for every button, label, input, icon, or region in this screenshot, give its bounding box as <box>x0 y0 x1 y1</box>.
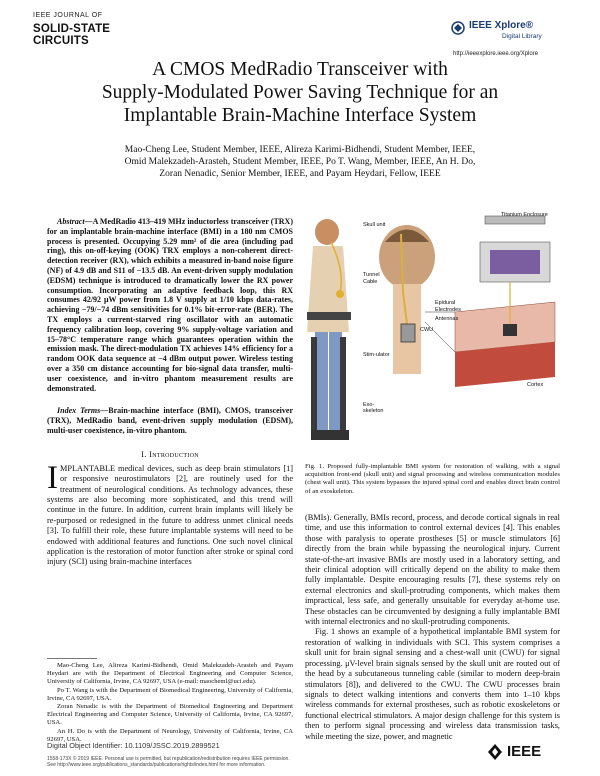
journal-name-small: IEEE JOURNAL OF <box>33 12 103 19</box>
label-stimulator: Stim-ulator <box>363 352 390 358</box>
exoskeleton-rail-right <box>340 337 346 432</box>
label-tunnel: Tunnel <box>363 272 380 278</box>
footnote-4: An H. Do is with the Department of Neurology, University of California, Irvine, CA 92697, USA. <box>47 727 293 743</box>
index-terms-text: Brain-machine interface (BMI), CMOS, transceiver (TRX), MedRadio band, event-driven supply modulation (EDSM), multi-user coexistence, in-vitro phantom. <box>47 406 294 435</box>
label-cable: Cable <box>363 279 378 285</box>
index-terms-label: Index Terms— <box>57 406 109 416</box>
zoom-cwu <box>401 324 415 342</box>
label-exoskeleton: Exo-skeleton <box>363 402 384 414</box>
label-skull-unit: Skull unit <box>363 222 386 228</box>
exoskeleton-belt <box>307 312 351 320</box>
author-line-1: Mao-Cheng Lee, Student Member, IEEE, Alireza Karimi-Bidhendi, Student Member, IEEE, <box>124 145 476 155</box>
title-line-2: Supply-Modulated Power Saving Technique for an <box>101 82 499 103</box>
intro-text: MPLANTABLE medical devices, such as deep brain stimulators [1] or responsive neurostimulators [2], are routinely used for the treatment of neurological conditions. As technology advances, these systems are also becoming more sophisticated, and this trend will continue in the future. In addition, current brain implants will likely be re-purposed or redesigned in the future to address unmet clinical needs [3]. To fulfill their role, these future implantable systems will need to be endowed with additional features and functions. One such novel clinical application is the restoration of motor function after stroke or spinal cord injury (SCI) using brain-machine interfaces <box>47 463 293 567</box>
ieee-logo-icon <box>487 743 503 761</box>
figure-illustration <box>305 212 560 460</box>
figure-1 <box>305 212 560 460</box>
author-line-3: Zoran Nenadic, Senior Member, IEEE, and Payam Heydari, Fellow, IEEE <box>159 169 441 179</box>
section-heading-introduction: I. Introduction <box>141 448 199 459</box>
label-titanium: Titanium Enclosure <box>501 212 548 218</box>
exoskeleton-feet <box>311 430 349 440</box>
page-title <box>0 58 600 127</box>
label-cortex: Cortex <box>527 382 544 388</box>
electrode-array <box>503 324 517 336</box>
abstract-label: Abstract— <box>57 217 93 226</box>
right-paragraph-2: Fig. 1 shows an example of a hypothetical implantable BMI system for restoration of walking in individuals with SCI. This system comprises a skull unit for brain signal sensing and a chest-wall unit (CWU) for signal processing. μV-level brain signals sensed by the skull unit are routed out of the head by a subcutaneous tunneling cable (similar to modern deep-brain stimulators [8]), and delivered to the CWU. The CWU processes brain signals to detect walking intentions and converts them into 1–10 kbps wireless commands for external prostheses, such as robotic exoskeletons or functional electrical stimulators. A major design challenge for this system is then to perform signal processing and wireless data transmission tasks, while meeting the size, power, and magnetic <box>305 627 560 741</box>
cwu-marker <box>336 290 344 298</box>
copyright-line-2: See http://www.ieee.org/publications_standards/publications/rights/index.html for more information. <box>47 762 266 769</box>
figure-caption-text: Proposed fully-implantable BMI system for restoration of walking, with a signal acquisition front-end (skull unit) and signal processing and wireless communication modules (chest wall unit). This system bypasses the injured spinal cord and enables direct brain control of an exoskeleton. <box>305 463 561 495</box>
footnote-2: Po T. Wang is with the Department of Biomedical Engineering, University of California, Irvine, CA 92697, USA. <box>47 686 293 702</box>
xplore-logo-icon <box>451 21 465 35</box>
label-cwu: CWU <box>420 327 434 333</box>
skull-chip <box>490 250 540 274</box>
label-epidural: Epidural <box>435 300 456 306</box>
index-terms <box>47 406 293 435</box>
left-column <box>47 217 293 568</box>
title-line-1: A CMOS MedRadio Transceiver with <box>152 59 448 80</box>
dropcap: I <box>47 459 58 496</box>
abstract <box>47 217 293 393</box>
xplore-url[interactable]: http://ieeexplore.ieee.org/Xplore <box>453 51 539 57</box>
right-column <box>305 513 560 742</box>
footnote-divider <box>47 658 97 659</box>
footnote-1: Mao-Cheng Lee, Alireza Karimi-Bidhendi, Omid Malekzadeh-Arasteh and Payam Heydari are with the Department of Electrical Engineering and Computer Science, University of California, Irvine, CA 92697, USA (e-mail: maocheml@uci.edu). <box>47 662 293 686</box>
intro-paragraph <box>47 459 293 568</box>
footnotes <box>47 658 293 744</box>
patient-head <box>315 219 339 245</box>
author-list <box>0 144 600 180</box>
title-line-3: Implantable Brain-Machine Interface System <box>123 105 477 126</box>
journal-title-line1: SOLID-STATE <box>33 23 111 35</box>
copyright <box>47 756 427 769</box>
author-line-2: Omid Malekzadeh-Arasteh, Student Member, IEEE, Po T. Wang, Member, IEEE, An H. Do, <box>124 157 476 167</box>
figure-caption <box>305 463 560 496</box>
ieee-wordmark: IEEE <box>507 743 542 760</box>
right-paragraph-1: (BMIs). Generally, BMIs record, process, and decode cortical signals in real time, and use this information to control external devices [4]. This enables those with paralysis to operate prostheses [5] or muscle stimulators [6] directly from the brain while bypassing the neurological injury. Current state-of-the-art invasive BMIs are mostly used in a laboratory setting, and their clinical adoption will critically depend on the ability to make them fully implantable. Despite encouraging results [7], these systems rely on external electronics and skull-protruding components, which makes them impractical, less safe, and generally unsuitable for everyday at-home use. These obstacles can be circumvented by designing a fully implantable BMI with internal electronics and no skull-protruding components. <box>305 513 560 627</box>
copyright-line-1: 1558-173X © 2019 IEEE. Personal use is permitted, but republication/redistribution requires IEEE permission. <box>47 756 290 762</box>
xplore-subtitle: Digital Library <box>502 33 542 40</box>
figure-caption-label: Fig. 1. <box>305 463 325 470</box>
journal-title-line2: CIRCUITS <box>33 35 89 47</box>
label-electrodes: Electrodes <box>435 307 461 313</box>
exoskeleton-rail-left <box>311 337 317 432</box>
label-antennas: Antennas <box>435 316 459 322</box>
footnote-3: Zoran Nenadic is with the Department of Biomedical Engineering and Department Electrical Engineering and Computer Science, University of California, Irvine, CA 92697, USA. <box>47 703 293 727</box>
doi[interactable]: Digital Object Identifier: 10.1109/JSSC.2019.2899521 <box>47 741 220 750</box>
abstract-text: A MedRadio 413–419 MHz inductorless transceiver (TRX) for an implantable brain-machine interface (BMI) in a 180 nm CMOS process is presented. Occupying 5.29 mm² of die area (including pad ring), this on-off-keying (OOK) TRX employs a non-coherent direct-detection receiver (RX), which exhibits a measured in-band noise figure (NF) of 4.9 dB and S11 of −13.5 dB. An event-driven supply modulation (EDSM) technique is introduced to dramatically lower the RX power consumption. Incorporating an adaptive feedback loop, this RX consumes 42/92 μW power from 1.8 V supply at 1/10 kbps data-rates, achieving −79/−74 dBm sensitivities for 0.1% bit-error-rate (BER). The TX employs a current-starved ring oscillator with an automatic frequency calibration loop, covering 9% supply-voltage variation and 15–78°C temperature range which guarantees operation within the emission mask. The direct-modulation TX achieves 14% efficiency for a random OOK data sequence at −4 dBm output power. Wireless testing over a 350 cm distance accounting for bio-signal data transfer, multi-user coexistence, and in-vitro phantom measurement results are demonstrated. <box>47 217 293 393</box>
xplore-brand: IEEE Xplore® <box>469 20 534 31</box>
